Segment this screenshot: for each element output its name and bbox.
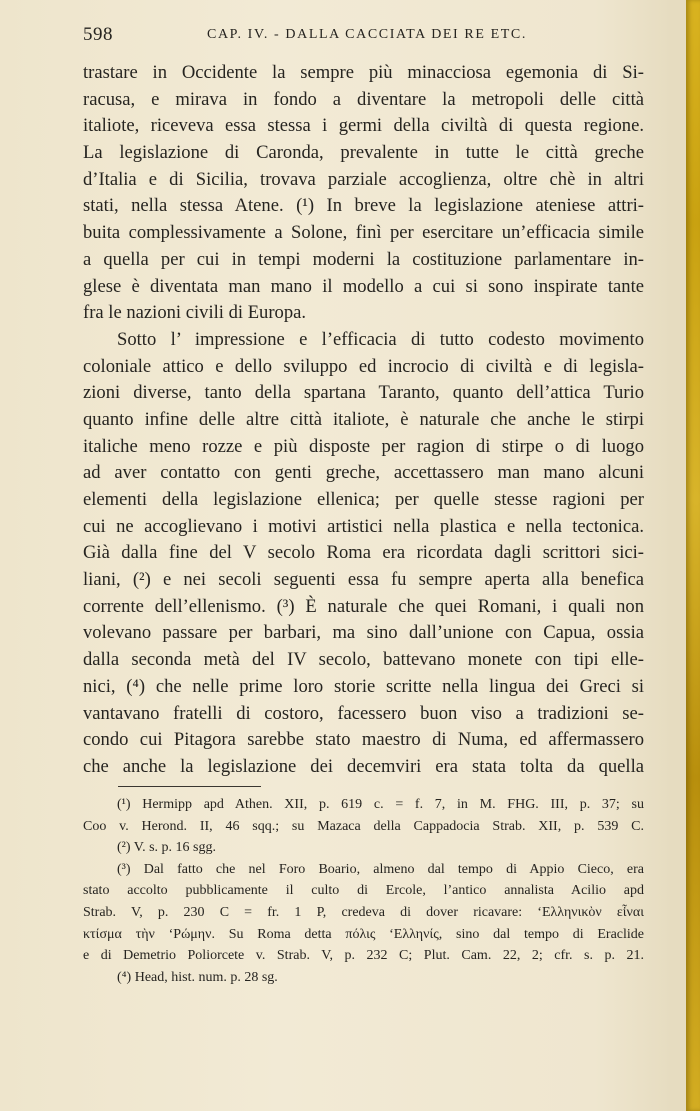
page-number: 598 — [83, 24, 113, 45]
text-line: liani, (²) e nei secoli seguenti essa fu sempre aperta alla benefica — [83, 569, 644, 591]
text-line: coloniale attico e dello sviluppo ed incrocio di civiltà e di legisla- — [83, 355, 644, 377]
footnote-line: e di Demetrio Poliorcete v. Strab. V, p. 232 C; Plut. Cam. 22, 2; cfr. s. p. 21. — [83, 948, 644, 964]
page-edge — [686, 0, 700, 1111]
footnotes — [83, 794, 644, 988]
text-line: quanto infine delle altre città italiote, è naturale che anche le stirpi — [83, 408, 644, 430]
text-line: italiote, riceveva essa stessa i germi della civiltà di questa regione. — [83, 115, 644, 137]
text-line: trastare in Occidente la sempre più minacciosa egemonia di Si- — [83, 62, 644, 83]
footnote-line: (³) Dal fatto che nel Foro Boario, almeno dal tempo di Appio Cieco, era — [117, 861, 644, 877]
text-line: a quella per cui in tempi moderni la costituzione parlamentare in- — [83, 248, 644, 270]
footnote-line: (²) V. s. p. 16 sgg. — [117, 840, 216, 856]
text-line: dalla seconda metà del IV secolo, battevano monete con tipi elle- — [83, 649, 644, 671]
footnote-line: Strab. V, p. 230 C = fr. 1 P, credeva di dover ricavare: ‘Ελληνικὸν εἶναι — [83, 904, 644, 920]
footnote-line: Coo v. Herond. II, 46 sqq.; su Mazaca della Cappadocia Strab. XII, p. 539 C. — [83, 818, 644, 834]
text-line: cui ne accoglievano i motivi artistici nella plastica e nella tectonica. — [83, 515, 644, 537]
text-line: condo cui Pitagora sarebbe stato maestro di Numa, ed affermassero — [83, 729, 644, 751]
text-line: La legislazione di Caronda, prevalente in tutte le città greche — [83, 142, 644, 164]
text-line: nici, (⁴) che nelle prime loro storie scritte nella lingua dei Greci si — [83, 675, 644, 697]
text-line: corrente dell’ellenismo. (³) È naturale che quei Romani, i quali non — [83, 595, 644, 617]
footnote-separator — [118, 786, 261, 787]
footnote-line: (¹) Hermipp apd Athen. XII, p. 619 c. = f. 7, in M. FHG. III, p. 37; su — [117, 797, 644, 812]
text-line: stati, nella stessa Atene. (¹) In breve la legislazione ateniese attri- — [83, 195, 644, 217]
footnote-line: κτίσμα τὴν ‘Ρώμην. Su Roma detta πόλις ‘Ελληνίς, sino dal tempo di Eraclide — [83, 926, 644, 942]
text-line: buita complessivamente a Solone, finì per esercitare un’efficacia simile — [83, 222, 644, 244]
text-line: volevano passare per barbari, ma sino dall’unione con Capua, ossia — [83, 622, 644, 644]
text-line: che anche la legislazione dei decemviri era stata tolta da quella — [83, 755, 644, 777]
text-line: italiche meno rozze e più disposte per ragion di stirpe o di luogo — [83, 435, 644, 457]
text-line: elementi della legislazione ellenica; per quelle stesse ragioni per — [83, 489, 644, 510]
text-line: zioni diverse, tanto della spartana Taranto, quanto dell’attica Turio — [83, 382, 644, 404]
body-text — [83, 60, 644, 781]
text-line: d’Italia e di Sicilia, trovava parziale accoglienza, oltre chè in altri — [83, 168, 644, 190]
text-line: Già dalla fine del V secolo Roma era ricordata dagli scrittori sici- — [83, 542, 644, 564]
chapter-title: CAP. IV. - DALLA CACCIATA DEI RE ETC. — [207, 27, 527, 42]
text-line: racusa, e mirava in fondo a diventare la metropoli delle città — [83, 88, 644, 110]
text-line: fra le nazioni civili di Europa. — [83, 302, 307, 324]
text-line: ad aver contatto con genti greche, accettassero man mano alcuni — [83, 462, 644, 484]
footnote-line: stato accolto pubblicamente il culto di Ercole, l’antico annalista Acilio apd — [83, 883, 644, 899]
footnote-line: (⁴) Head, hist. num. p. 28 sg. — [117, 969, 278, 985]
text-line: vantavano fratelli di costoro, facessero buon viso a tradizioni se- — [83, 702, 644, 724]
text-line: Sotto l’ impressione e l’efficacia di tutto codesto movimento — [117, 328, 644, 350]
text-line: glese è diventata man mano il modello a cui si sono inspirate tante — [83, 275, 644, 297]
running-head — [83, 24, 645, 48]
